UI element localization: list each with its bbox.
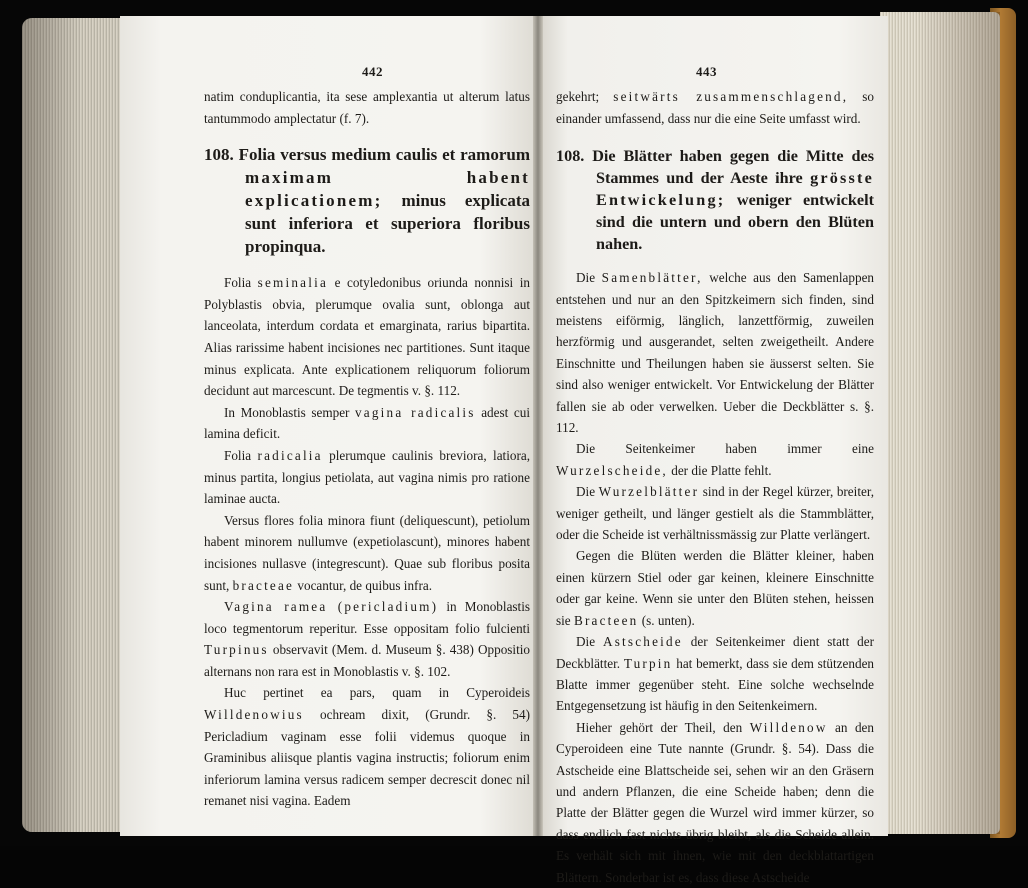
right-heading-spaced: grösste Entwickelung; (596, 169, 875, 210)
left-p1-lead: Folia (224, 275, 252, 291)
right-p3-spaced: Wurzelblätter (598, 484, 700, 500)
right-p5-lead: Die (576, 634, 596, 650)
left-p3-lead: Folia (224, 447, 252, 463)
right-p2-lead: Die Seitenkeimer haben immer eine (576, 441, 874, 457)
right-intro-a: gekehrt; (556, 89, 600, 104)
right-section-heading (556, 145, 874, 255)
right-page-edges (880, 12, 1000, 834)
book-gutter (533, 16, 543, 836)
left-paragraph-1 (204, 272, 530, 402)
left-p6-spaced: Willdenowius (204, 707, 304, 723)
right-p1-lead: Die (576, 270, 596, 286)
right-p5-spaced: Astscheide (602, 634, 683, 650)
left-heading-number: 108. (204, 145, 234, 165)
left-section-heading (204, 143, 530, 258)
left-paragraph-2 (204, 402, 530, 445)
left-p3-text: plerumque caulinis breviora, latiora, minus partita, longius petiolata, aut vagina nimis pro ratione laminae aucta. (204, 447, 531, 507)
right-text-column (556, 86, 874, 888)
right-p5-spaced2: Turpin (623, 655, 673, 671)
page-number-left: 442 (362, 64, 383, 79)
right-p6-spaced: Willdenow (749, 719, 828, 735)
left-p1-spaced: seminalia (257, 275, 329, 291)
left-p2-lead: In Monoblastis semper (224, 404, 350, 420)
left-heading-spaced: maximam habent explicationem; (245, 168, 530, 211)
left-p6-text-b: ochream dixit, (Grundr. §. 54) Pericladium vaginam esse folii videmus quoque in Graminibus aliisque plantis vagina instructis; foliorum enim inferiorum lamina versus radicem semper decrescit donec nil remanet nisi vagina. Eadem (204, 707, 531, 809)
left-p5-text-a: in Monoblastis loco tegmentorum reperitur. Esse oppositam folio fulcienti (204, 599, 531, 636)
left-text-column (204, 86, 530, 812)
left-paragraph-5 (204, 596, 530, 682)
left-p5-spaced: Vagina ramea (pericladium) (224, 599, 439, 615)
left-p4-text-a: Versus flores folia minora fiunt (deliquescunt), petiolum habent minorem nullumve (expetiolascunt), minores habent incisiones nullasve (integrescunt). Quae sub floribus posita sunt, (204, 512, 530, 593)
left-p6-text-a: Huc pertinet ea pars, quam in Cyperoideis (224, 685, 530, 701)
right-paragraph-2 (556, 438, 874, 481)
left-p2-text: adest cui lamina deficit. (204, 404, 530, 442)
right-intro-b: so einander umfassend, dass nur die eine Seite umfasst wird. (556, 89, 874, 126)
right-heading-part1: Die Blätter haben gegen die Mitte des Stammes und der Aeste ihre (592, 147, 874, 188)
right-intro-spaced: seitwärts zusammenschlagend, (613, 89, 849, 104)
right-p4-spaced: Bracteen (573, 612, 639, 628)
right-p5-text-a: der Seitenkeimer dient statt der Deckblätter. (556, 634, 875, 671)
right-p1-text: welche aus den Samenlappen entstehen und nur an den Spitzkeimern sich finden, sind meistens eiförmig, länglich, lanzettförmig, zuweilen herzförmig und ausgerandet, selten zweigetheilt. Andere Einschnitte und Theilungen haben sie äusserst selten. Sie sind also weniger entwickelt. Vor Entwickelung der Blätter fallen sie ab oder verwelken. Ueber die Deckblätter s. §. 112. (556, 270, 875, 436)
left-p2-spaced: vagina radicalis (355, 404, 476, 420)
right-p4-text-b: (s. unten). (641, 612, 695, 628)
right-p3-lead: Die (576, 484, 596, 500)
left-page-edges (22, 18, 122, 832)
left-paragraph-6 (204, 682, 530, 812)
left-paragraph-3 (204, 445, 530, 510)
left-p5-spaced2: Turpinus (204, 642, 269, 658)
right-p6-text-b: an den Cyperoideen eine Tute nannte (Grundr. §. 54). Dass die Astscheide eine Blattscheide sei, sehen wir an den Gräsern und andern Pflanzen, die eine Scheide haben; denn die Platte der Blätter gegen die Wurzel wird immer kürzer, so dass endlich fast nichts übrig bleibt, als die Scheide allein. Es verhält sich mit ihnen, wie mit den deckblattartigen Blättern. Sonderbar ist es, dass diese Astscheide (556, 719, 874, 885)
left-p3-spaced: radicalia (257, 447, 323, 463)
right-p6-text-a: Hieher gehört der Theil, den (576, 719, 743, 735)
right-p3-text: sind in der Regel kürzer, breiter, weniger getheilt, und länger gestielt als die Stammblätter, oder die Scheide ist verhältnissmässig zur Platte verlängert. (556, 484, 875, 543)
right-p2-spaced: Wurzelscheide, (556, 462, 668, 478)
right-paragraph-5 (556, 631, 874, 717)
left-heading-part1: Folia versus medium caulis et ramorum (238, 145, 531, 165)
left-intro-text: natim conduplicantia, ita sese amplexantia ut alterum latus tantummodo amplectatur (f. 7). (204, 89, 530, 126)
left-p4-text-b: vocantur, de quibus infra. (297, 577, 432, 593)
right-heading-number: 108. (556, 147, 585, 166)
right-heading-part2: weniger entwickelt sind die untern und obern den Blüten nahen. (596, 191, 875, 254)
right-paragraph-3 (556, 481, 874, 545)
left-paragraph-4 (204, 510, 530, 596)
right-p2-text: der die Platte fehlt. (671, 462, 772, 478)
left-p5-text-b: observavit (Mem. d. Museum §. 438) Oppositio alternans non rara est in Monoblastis v. §. 102. (204, 642, 530, 679)
right-paragraph-4 (556, 545, 874, 631)
left-heading-part3: minus explicata sunt inferiora et superiora floribus propinqua. (245, 191, 530, 257)
page-number-right: 443 (696, 64, 717, 79)
right-intro-text (556, 86, 874, 129)
right-p5-text-b: hat bemerkt, dass sie dem stützenden Blatte immer gegenüber steht. Eine solche wechselnde Entgegensetzung ist häufig in den Seitenkeimern. (556, 655, 875, 714)
left-p4-spaced: bracteae (232, 577, 295, 593)
right-p1-spaced: Samenblätter, (601, 270, 703, 286)
right-paragraph-6 (556, 717, 874, 888)
right-paragraph-1 (556, 267, 874, 438)
right-p4-text-a: Gegen die Blüten werden die Blätter kleiner, haben einen kürzern Stiel oder gar keinen, kleinere Einschnitte oder gar keine. Wenn sie unter den Blüten stehen, heissen sie (556, 548, 874, 628)
left-p1-text: e cotyledonibus oriunda nonnisi in Polyblastis obvia, plerumque ovalia sunt, oblonga aut lanceolata, interdum cordata et emarginata, rarius bipartita. Alias rarissime habent incisiones nec partitiones. Sunt itaque minus explicata. Ante explicationem reliquorum foliorum decidunt aut marcescunt. De tegmentis v. §. 112. (204, 275, 531, 399)
